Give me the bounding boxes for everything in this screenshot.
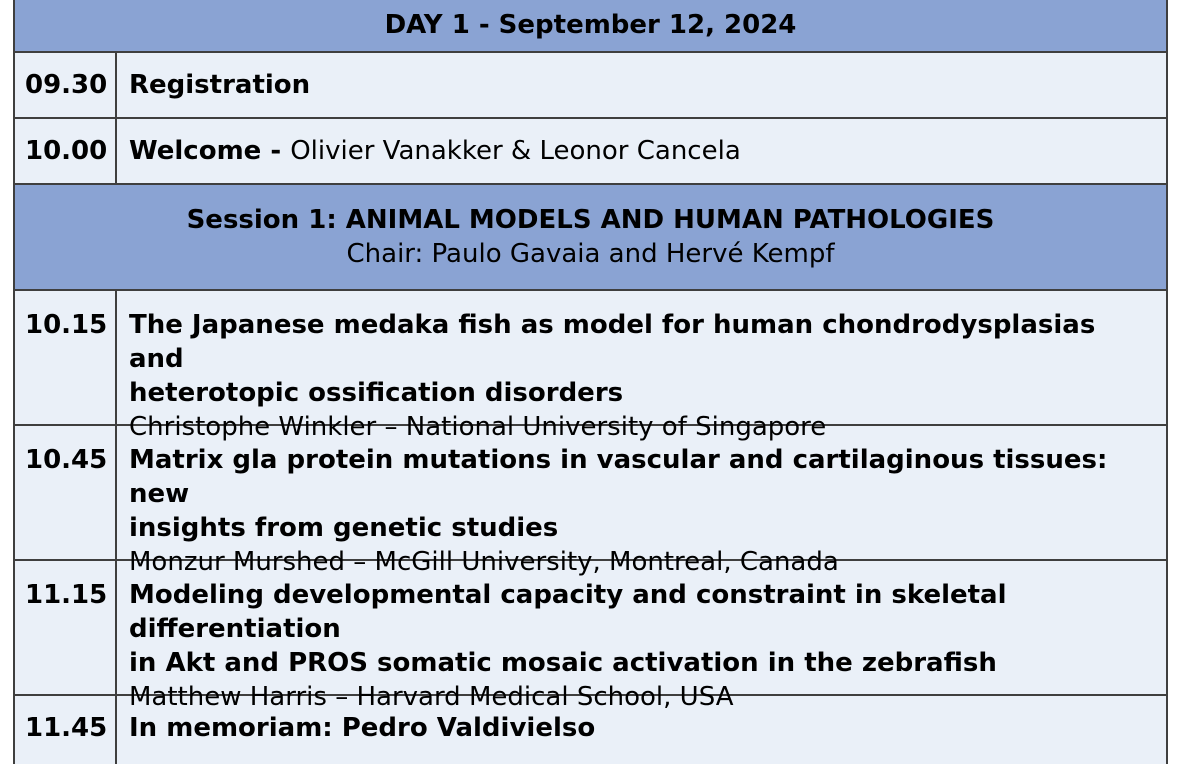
content-cell [117, 119, 1166, 183]
item-title: Registration [129, 70, 311, 100]
talk-speaker: Christophe Winkler – National University of Singapore [129, 412, 827, 442]
content-cell [117, 696, 1166, 764]
content-cell [117, 561, 1166, 712]
talk-title-line-1: The Japanese medaka fish as model for human chondrodysplasias and [129, 310, 1096, 374]
schedule-row-talk [15, 289, 1166, 442]
day-title: DAY 1 - September 12, 2024 [384, 9, 797, 40]
content-cell [117, 426, 1166, 577]
talk-title-line-1: Modeling developmental capacity and constraint in skeletal differentiation [129, 580, 1007, 644]
time-cell: 10.15 [15, 291, 117, 424]
time-cell: 10.45 [15, 426, 117, 559]
talk-title-line-1: Matrix gla protein mutations in vascular and cartilaginous tissues: new [129, 445, 1108, 509]
talk-speaker: Monzur Murshed – McGill University, Montreal, Canada [129, 547, 839, 577]
talk-title-line-2: heterotopic ossification disorders [129, 378, 624, 408]
item-title: In memoriam: Pedro Valdivielso [129, 713, 596, 743]
schedule-row-talk [15, 559, 1166, 712]
session-title: Session 1: ANIMAL MODELS AND HUMAN PATHOLOGIES [186, 205, 995, 235]
content-cell [117, 291, 1166, 442]
schedule-row-registration [15, 51, 1166, 117]
schedule-row-welcome [15, 117, 1166, 183]
session-chair: Chair: Paulo Gavaia and Hervé Kempf [346, 239, 835, 269]
time-cell: 10.00 [15, 119, 117, 183]
time-cell: 11.15 [15, 561, 117, 694]
time-cell: 09.30 [15, 53, 117, 117]
content-cell [117, 53, 1166, 117]
schedule-row-memoriam [15, 694, 1166, 764]
session-header [15, 183, 1166, 289]
talk-title-line-2: insights from genetic studies [129, 513, 559, 543]
time-cell: 11.45 [15, 696, 117, 764]
schedule-table [13, 0, 1168, 764]
schedule-row-talk [15, 424, 1166, 577]
talk-speaker: Matthew Harris – Harvard Medical School, USA [129, 682, 734, 712]
item-detail: Olivier Vanakker & Leonor Cancela [290, 136, 741, 166]
item-title: Welcome - [129, 136, 291, 166]
day-header [15, 0, 1166, 51]
talk-title-line-2: in Akt and PROS somatic mosaic activation in the zebrafish [129, 648, 997, 678]
